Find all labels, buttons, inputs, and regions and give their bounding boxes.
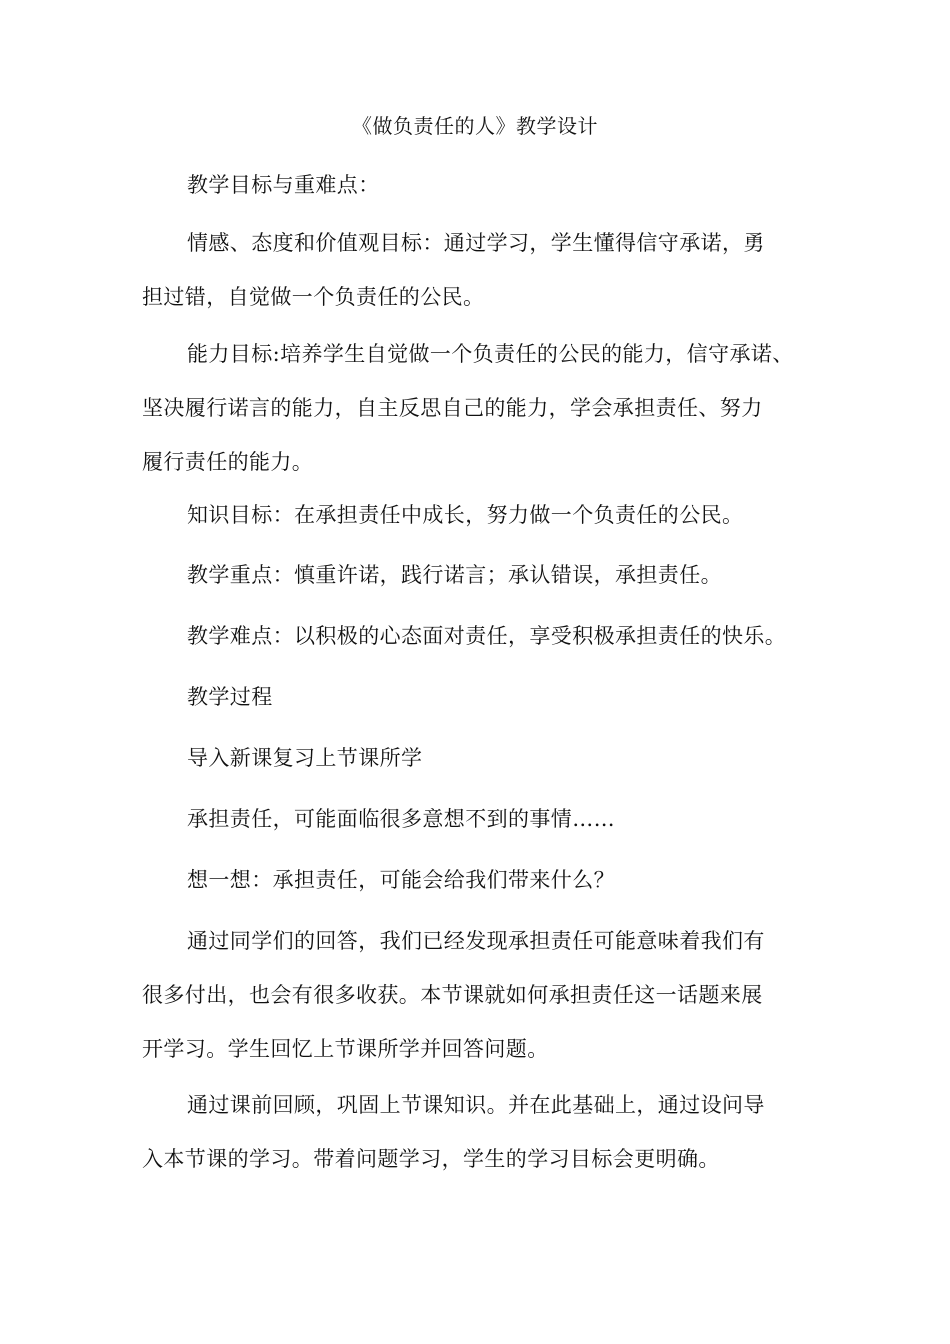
paragraph-line: 担过错，自觉做一个负责任的公民。 [142, 285, 485, 309]
paragraph-line: 开学习。学生回忆上节课所学并回答问题。 [142, 1037, 549, 1061]
paragraph-line: 坚决履行诺言的能力，自主反思自己的能力，学会承担责任、努力 [142, 396, 763, 420]
paragraph-line: 想一想：承担责任，可能会给我们带来什么？ [187, 868, 615, 892]
document-title: 《做负责任的人》教学设计 [352, 114, 598, 138]
paragraph-line: 知识目标：在承担责任中成长，努力做一个负责任的公民。 [187, 503, 744, 527]
paragraph-line: 教学目标与重难点： [187, 173, 380, 197]
paragraph-line: 教学难点：以积极的心态面对责任，享受积极承担责任的快乐。 [187, 624, 787, 648]
paragraph-knowledge-goal [142, 488, 822, 542]
paragraph-line: 通过同学们的回答，我们已经发现承担责任可能意味着我们有 [187, 929, 765, 953]
paragraph-line: 履行责任的能力。 [142, 450, 314, 474]
paragraph-line: 情感、态度和价值观目标：通过学习，学生懂得信守承诺，勇 [187, 231, 765, 255]
paragraph-emotion-goal [142, 216, 822, 324]
paragraph-line: 导入新课复习上节课所学 [187, 746, 423, 770]
paragraph-line: 能力目标:培养学生自觉做一个负责任的公民的能力，信守承诺、 [187, 342, 794, 366]
paragraph-responsibility [142, 792, 822, 846]
paragraph-line: 承担责任，可能面临很多意想不到的事情…… [187, 807, 615, 831]
paragraph-difficult-points [142, 609, 822, 663]
paragraph-ability-goal [142, 327, 822, 489]
paragraph-line: 入本节课的学习。带着问题学习，学生的学习目标会更明确。 [142, 1147, 720, 1171]
paragraph-key-points [142, 548, 822, 602]
paragraph-think-question [142, 853, 822, 907]
paragraph-line: 教学过程 [187, 685, 273, 709]
paragraph-line: 通过课前回顾，巩固上节课知识。并在此基础上，通过设问导 [187, 1093, 765, 1117]
paragraph-process-heading [142, 670, 822, 724]
paragraph-line: 教学重点：慎重许诺，践行诺言；承认错误，承担责任。 [187, 563, 722, 587]
paragraph-student-answers [142, 914, 822, 1076]
paragraph-review [142, 1078, 822, 1186]
paragraph-introduction [142, 731, 822, 785]
paragraph-line: 很多付出，也会有很多收获。本节课就如何承担责任这一话题来展 [142, 983, 763, 1007]
paragraph-objectives-heading [142, 158, 822, 212]
